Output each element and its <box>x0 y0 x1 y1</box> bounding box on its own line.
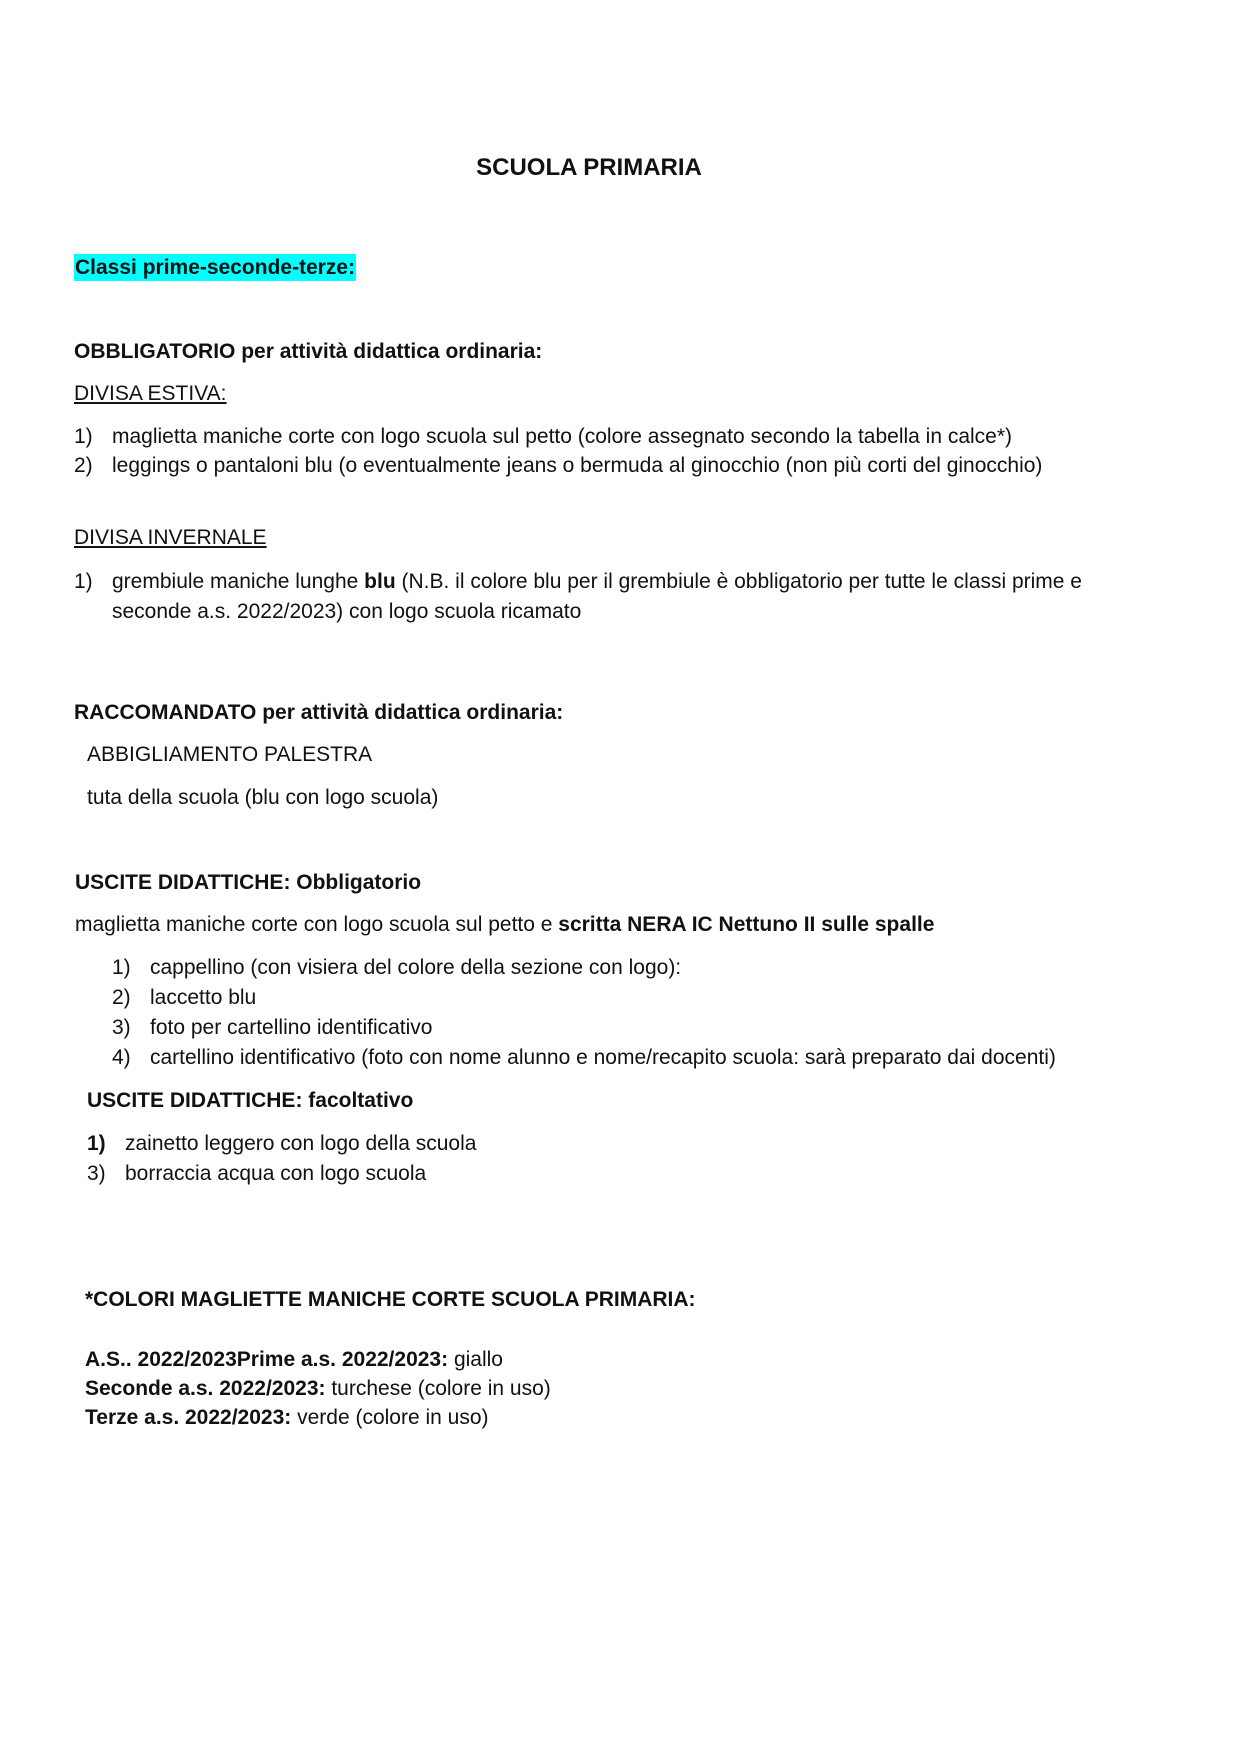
list-item-number: 1) <box>74 425 93 448</box>
colori-row-value: giallo <box>448 1348 503 1371</box>
palestra-label: ABBIGLIAMENTO PALESTRA <box>87 743 373 766</box>
raccomandato-heading: RACCOMANDATO per attività didattica ordinaria: <box>74 701 564 724</box>
colori-row-label: A.S.. 2022/2023Prime a.s. 2022/2023: <box>85 1348 449 1371</box>
colori-row-value: turchese (colore in uso) <box>325 1377 551 1400</box>
list-item-number: 3) <box>112 1016 131 1039</box>
line-bold: scritta NERA IC Nettuno II sulle spalle <box>558 913 935 936</box>
obbligatorio-heading: OBBLIGATORIO per attività didattica ordinaria: <box>74 340 543 363</box>
colori-row-value: verde (colore in uso) <box>291 1406 489 1429</box>
colori-heading: *COLORI MAGLIETTE MANICHE CORTE SCUOLA PRIMARIA: <box>85 1288 696 1311</box>
palestra-text: tuta della scuola (blu con logo scuola) <box>87 786 439 809</box>
list-item-number: 1) <box>74 570 93 593</box>
list-item-number: 1) <box>112 956 131 979</box>
list-item: zainetto leggero con logo della scuola <box>125 1132 477 1155</box>
colori-row <box>85 1404 489 1432</box>
list-item: cartellino identificativo (foto con nome alunno e nome/recapito scuola: sarà preparato dai docenti) <box>150 1046 1056 1069</box>
uscite-facoltativo-heading: USCITE DIDATTICHE: facoltativo <box>87 1089 414 1112</box>
list-item-number: 2) <box>112 986 131 1009</box>
list-item-number: 1) <box>87 1132 106 1155</box>
divisa-invernale-label: DIVISA INVERNALE <box>74 526 267 549</box>
list-item: cappellino (con visiera del colore della sezione con logo): <box>150 956 682 979</box>
list-item: leggings o pantaloni blu (o eventualmente jeans o bermuda al ginocchio (non più corti del ginocchio) <box>112 454 1043 477</box>
list-item-number: 4) <box>112 1046 131 1069</box>
list-item-text: grembiule maniche lunghe <box>112 570 365 593</box>
list-item: foto per cartellino identificativo <box>150 1016 433 1039</box>
colori-row <box>85 1375 551 1403</box>
page-title: SCUOLA PRIMARIA <box>476 154 702 181</box>
line-text: maglietta maniche corte con logo scuola sul petto e <box>75 913 559 936</box>
divisa-estiva-label: DIVISA ESTIVA: <box>74 382 227 405</box>
list-item-number: 3) <box>87 1162 106 1185</box>
classes-heading <box>74 254 356 282</box>
uscite-obbligatorio-heading: USCITE DIDATTICHE: Obbligatorio <box>75 871 422 894</box>
list-item <box>112 568 1082 596</box>
classes-heading-highlight: Classi prime-seconde-terze: <box>75 256 356 279</box>
list-item: borraccia acqua con logo scuola <box>125 1162 427 1185</box>
list-item: laccetto blu <box>150 986 257 1009</box>
colori-row-label: Seconde a.s. 2022/2023: <box>85 1377 326 1400</box>
list-item-text: (N.B. il colore blu per il grembiule è obbligatorio per tutte le classi prime e <box>395 570 1082 593</box>
list-item-bold: blu <box>364 570 396 593</box>
colori-row-label: Terze a.s. 2022/2023: <box>85 1406 292 1429</box>
list-item: maglietta maniche corte con logo scuola sul petto (colore assegnato secondo la tabella in calce*) <box>112 425 1013 448</box>
list-item-number: 2) <box>74 454 93 477</box>
uscite-obbligatorio-line <box>75 911 934 939</box>
list-item-continuation: seconde a.s. 2022/2023) con logo scuola ricamato <box>112 600 582 623</box>
colori-row <box>85 1346 503 1374</box>
